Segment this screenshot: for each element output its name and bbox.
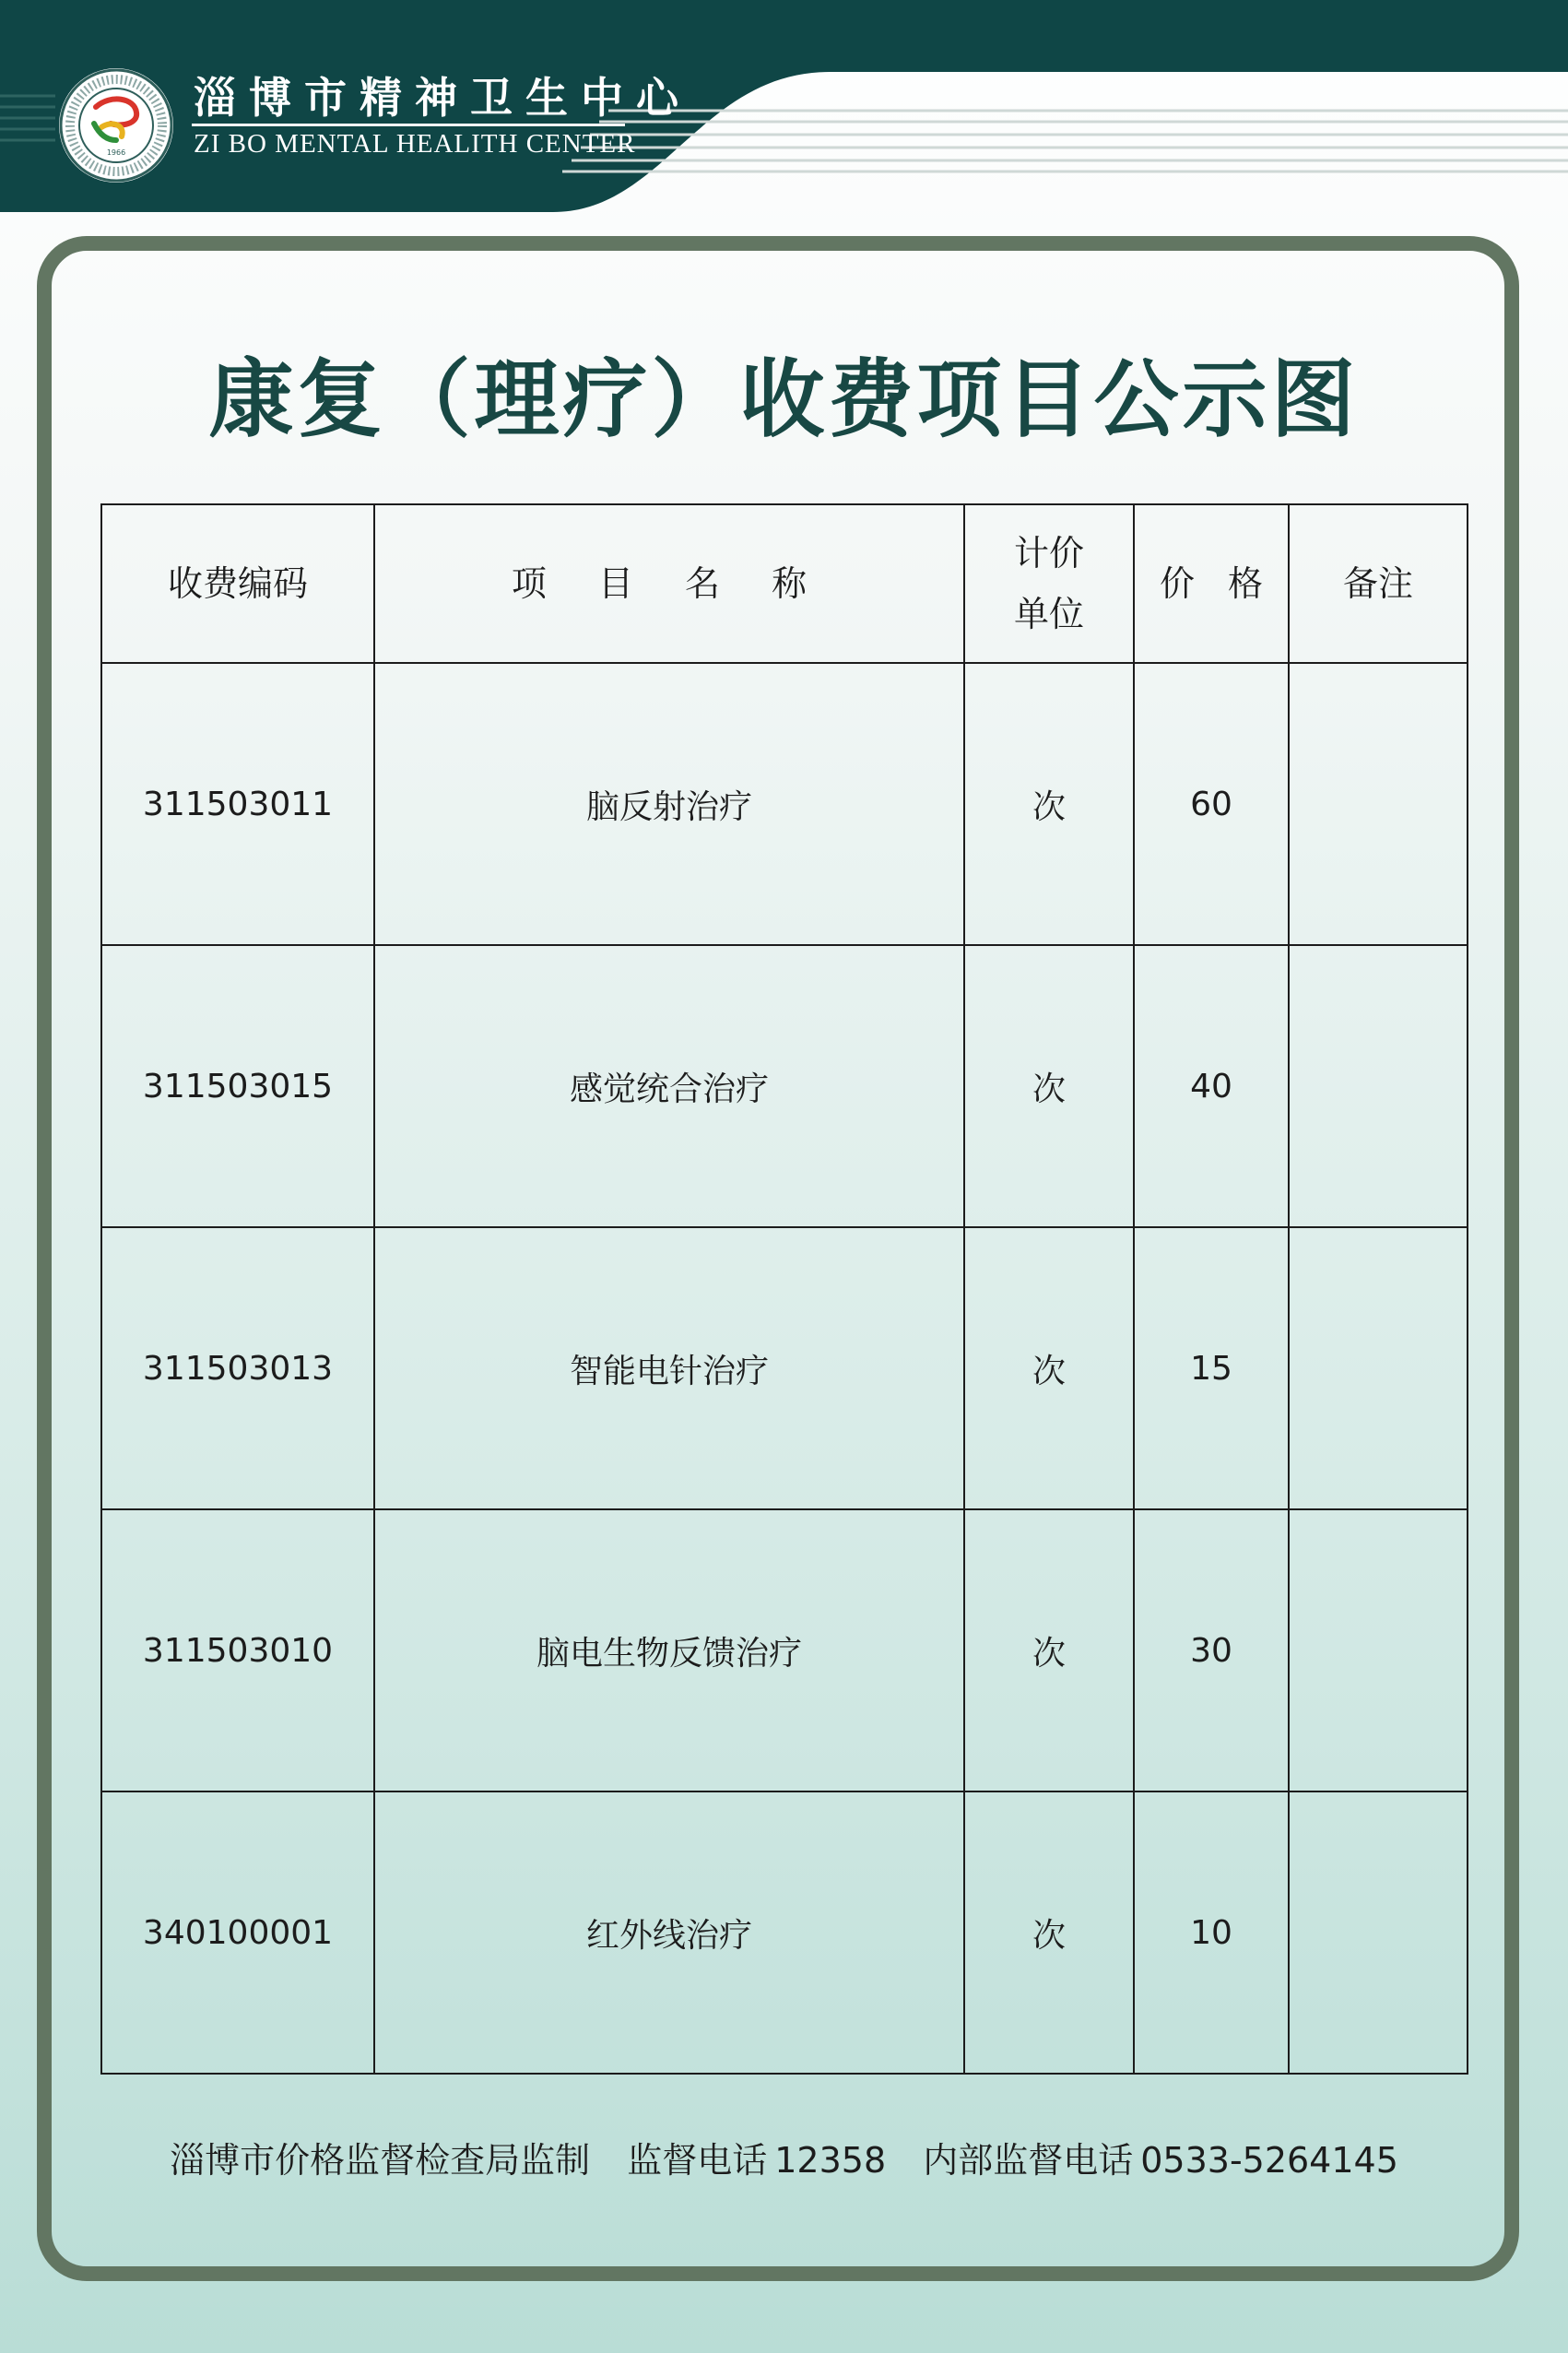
hospital-logo [57, 66, 175, 184]
cell-code: 311503013 [101, 1227, 374, 1509]
cell-code: 311503010 [101, 1509, 374, 1791]
cell-remark [1289, 1227, 1468, 1509]
page-title: 康复（理疗）收费项目公示图 [208, 350, 1360, 449]
cell-price: 30 [1134, 1509, 1289, 1791]
cell-name: 脑反射治疗 [374, 663, 964, 945]
cell-name: 感觉统合治疗 [374, 945, 964, 1227]
cell-code: 311503015 [101, 945, 374, 1227]
table-row [101, 945, 1468, 1227]
table-row [101, 1227, 1468, 1509]
header-name: 项 目 名 称 [374, 504, 964, 663]
cell-unit: 次 [964, 1509, 1134, 1791]
cell-price: 15 [1134, 1227, 1289, 1509]
cell-unit: 次 [964, 1791, 1134, 2074]
cell-price: 40 [1134, 945, 1289, 1227]
footer-supervisor: 淄博市价格监督检查局监制 [170, 2140, 591, 2181]
cell-remark [1289, 1791, 1468, 2074]
cell-name: 智能电针治疗 [374, 1227, 964, 1509]
org-name-cn: 淄博市精神卫生中心 [194, 73, 691, 123]
footer-internal-phone: 0533-5264145 [1140, 2140, 1398, 2181]
table-row [101, 1509, 1468, 1791]
table-header-row [101, 504, 1468, 663]
header-code: 收费编码 [101, 504, 374, 663]
brand-divider [192, 124, 625, 126]
logo-year: 1966 [106, 148, 126, 157]
cell-code: 311503011 [101, 663, 374, 945]
table-row [101, 1791, 1468, 2074]
fee-table [100, 503, 1468, 2075]
cell-price: 10 [1134, 1791, 1289, 2074]
cell-name: 脑电生物反馈治疗 [374, 1509, 964, 1791]
header-banner [0, 0, 1568, 212]
cell-price: 60 [1134, 663, 1289, 945]
cell-unit: 次 [964, 663, 1134, 945]
header-price: 价 格 [1134, 504, 1289, 663]
header-unit-line1: 计价 [1013, 533, 1084, 573]
cell-unit: 次 [964, 945, 1134, 1227]
cell-remark [1289, 945, 1468, 1227]
cell-remark [1289, 1509, 1468, 1791]
footer-notice [0, 2132, 1568, 2182]
footer-internal-label: 内部监督电话 [923, 2140, 1134, 2181]
header-unit [964, 504, 1134, 663]
header-remark: 备注 [1289, 504, 1468, 663]
cell-remark [1289, 663, 1468, 945]
footer-hotline-label: 监督电话 [627, 2140, 768, 2181]
org-name-en: ZI BO MENTAL HEALITH CENTER [194, 129, 636, 159]
footer-hotline: 12358 [774, 2140, 887, 2181]
cell-name: 红外线治疗 [374, 1791, 964, 2074]
cell-code: 340100001 [101, 1791, 374, 2074]
header-unit-line2: 单位 [1013, 594, 1084, 634]
cell-unit: 次 [964, 1227, 1134, 1509]
table-row [101, 663, 1468, 945]
